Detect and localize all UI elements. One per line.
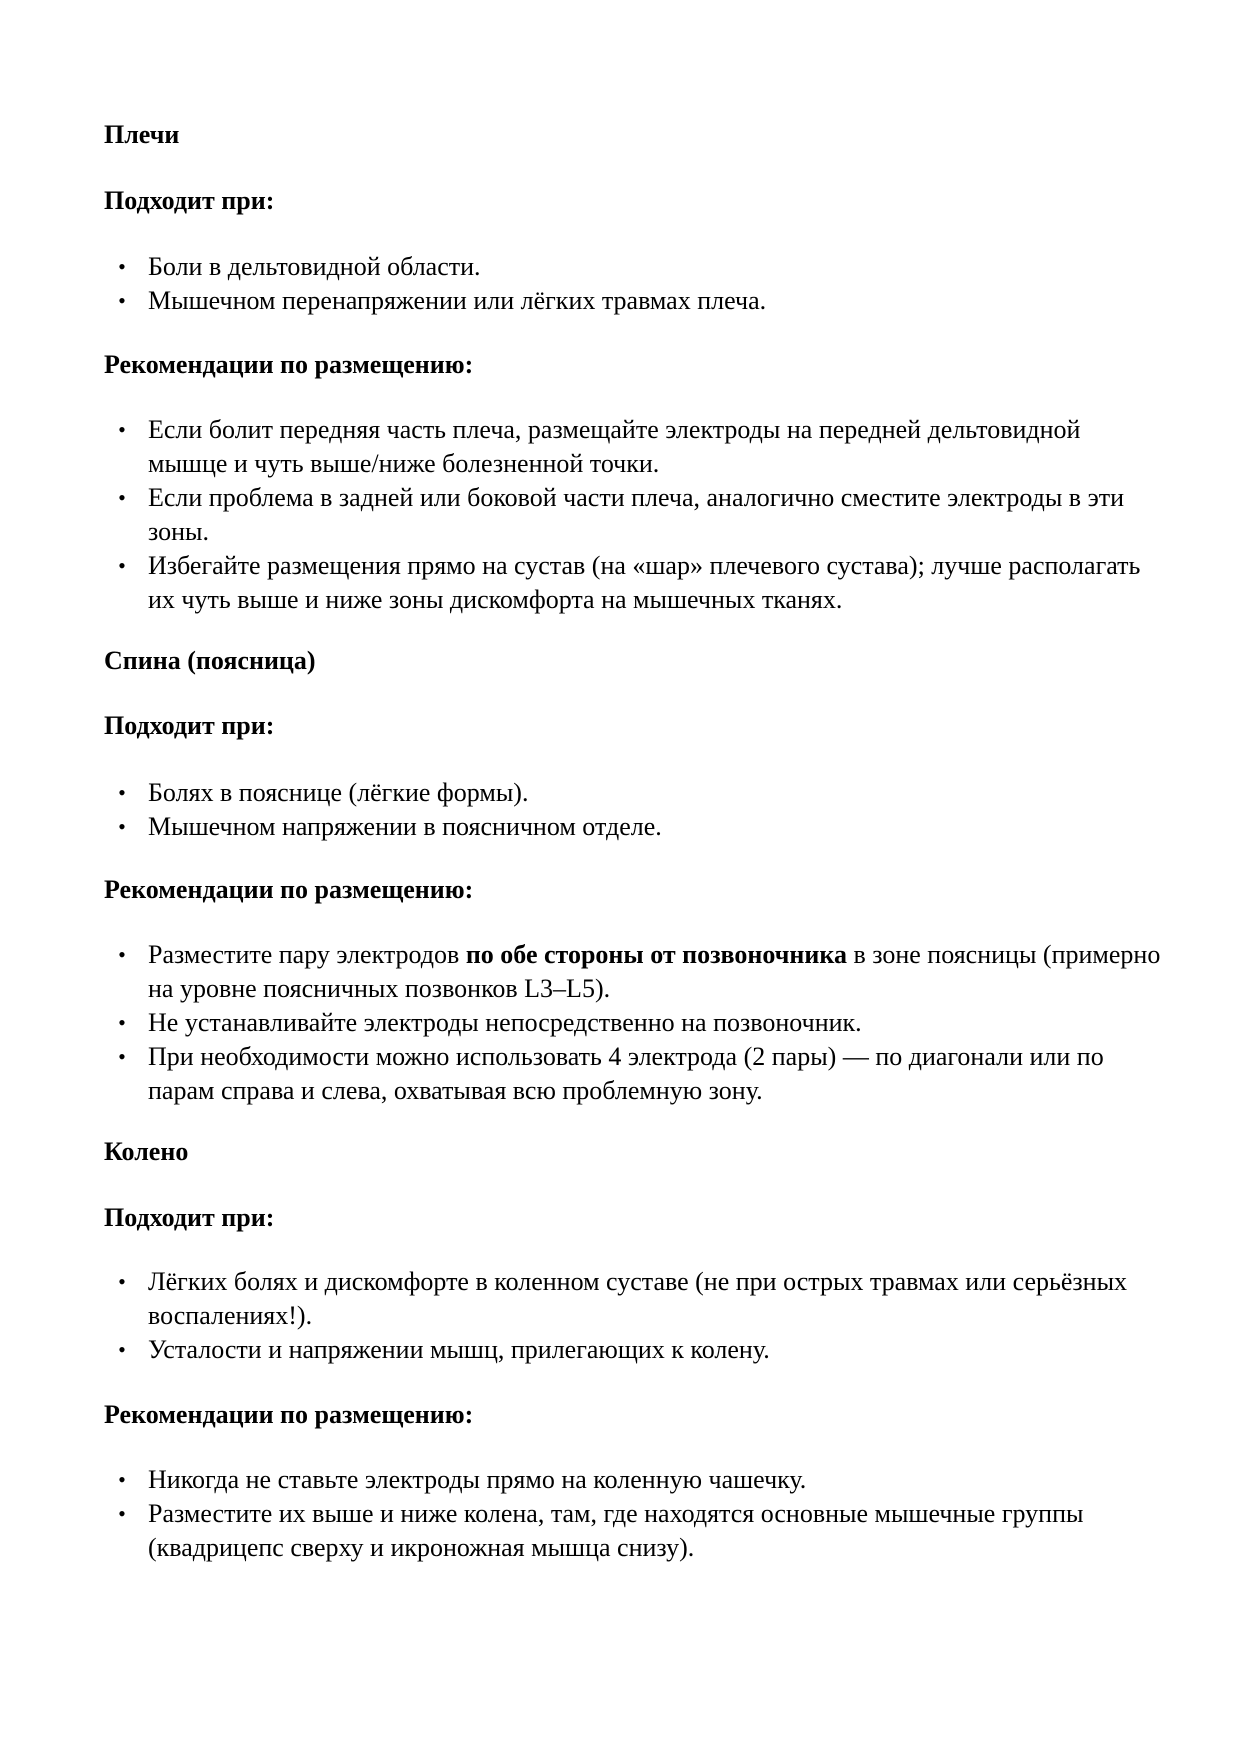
list-item: • Никогда не ставьте электроды прямо на коленную чашечку. bbox=[104, 1463, 1164, 1497]
bullet-icon: • bbox=[118, 814, 126, 839]
bullet-icon: • bbox=[118, 254, 126, 279]
emphasis-text: по обе стороны от позвоночника bbox=[465, 940, 847, 969]
bullet-icon: • bbox=[118, 942, 126, 967]
placement-heading-lower-back: Рекомендации по размещению: bbox=[104, 875, 474, 904]
bullet-icon: • bbox=[118, 485, 126, 510]
bullet-icon: • bbox=[118, 1269, 126, 1294]
indications-list-shoulders bbox=[104, 250, 1164, 318]
bullet-icon: • bbox=[118, 417, 126, 442]
indications-heading-lower-back: Подходит при: bbox=[104, 711, 275, 740]
placement-list-shoulders bbox=[104, 413, 1164, 617]
list-item: • Разместите их выше и ниже колена, там, где находятся основные мышечные группы (квадрицепс сверху и икроножная мышца снизу). bbox=[104, 1497, 1164, 1565]
section-title-lower-back: Спина (поясница) bbox=[104, 646, 316, 675]
bullet-icon: • bbox=[118, 553, 126, 578]
section-title-knee: Колено bbox=[104, 1137, 189, 1166]
list-item: • Мышечном напряжении в поясничном отделе. bbox=[104, 810, 1164, 844]
bullet-icon: • bbox=[118, 1467, 126, 1492]
list-item: • Боли в дельтовидной области. bbox=[104, 250, 1164, 284]
bullet-icon: • bbox=[118, 288, 126, 313]
bullet-icon: • bbox=[118, 1337, 126, 1362]
list-item: • Если болит передняя часть плеча, размещайте электроды на передней дельтовидной мышце и чуть выше/ниже болезненной точки. bbox=[104, 413, 1164, 481]
placement-list-lower-back bbox=[104, 938, 1164, 1108]
list-item: • Болях в пояснице (лёгкие формы). bbox=[104, 776, 1164, 810]
bullet-icon: • bbox=[118, 1010, 126, 1035]
indications-list-knee bbox=[104, 1265, 1164, 1367]
bullet-icon: • bbox=[118, 1044, 126, 1069]
bullet-icon: • bbox=[118, 1501, 126, 1526]
indications-heading-knee: Подходит при: bbox=[104, 1203, 275, 1232]
list-item: • Усталости и напряжении мышц, прилегающих к колену. bbox=[104, 1333, 1164, 1367]
placement-heading-shoulders: Рекомендации по размещению: bbox=[104, 350, 474, 379]
list-item: • Если проблема в задней или боковой части плеча, аналогично сместите электроды в эти зоны. bbox=[104, 481, 1164, 549]
section-title-shoulders: Плечи bbox=[104, 120, 180, 149]
placement-heading-knee: Рекомендации по размещению: bbox=[104, 1400, 474, 1429]
list-item: • Лёгких болях и дискомфорте в коленном суставе (не при острых травмах или серьёзных воспалениях!). bbox=[104, 1265, 1164, 1333]
list-item: • Избегайте размещения прямо на сустав (на «шар» плечевого сустава); лучше располагать их чуть выше и ниже зоны дискомфорта на мышечных тканях. bbox=[104, 549, 1164, 617]
list-item: • Мышечном перенапряжении или лёгких травмах плеча. bbox=[104, 284, 1164, 318]
list-item: • При необходимости можно использовать 4 электрода (2 пары) — по диагонали или по парам справа и слева, охватывая всю проблемную зону. bbox=[104, 1040, 1164, 1108]
placement-list-knee bbox=[104, 1463, 1164, 1565]
indications-list-lower-back bbox=[104, 776, 1164, 844]
list-item: • Не устанавливайте электроды непосредственно на позвоночник. bbox=[104, 1006, 1164, 1040]
indications-heading-shoulders: Подходит при: bbox=[104, 186, 275, 215]
list-item: • Разместите пару электродов по обе стороны от позвоночника в зоне поясницы (примерно на уровне поясничных позвонков L3–L5). bbox=[104, 938, 1164, 1006]
bullet-icon: • bbox=[118, 780, 126, 805]
